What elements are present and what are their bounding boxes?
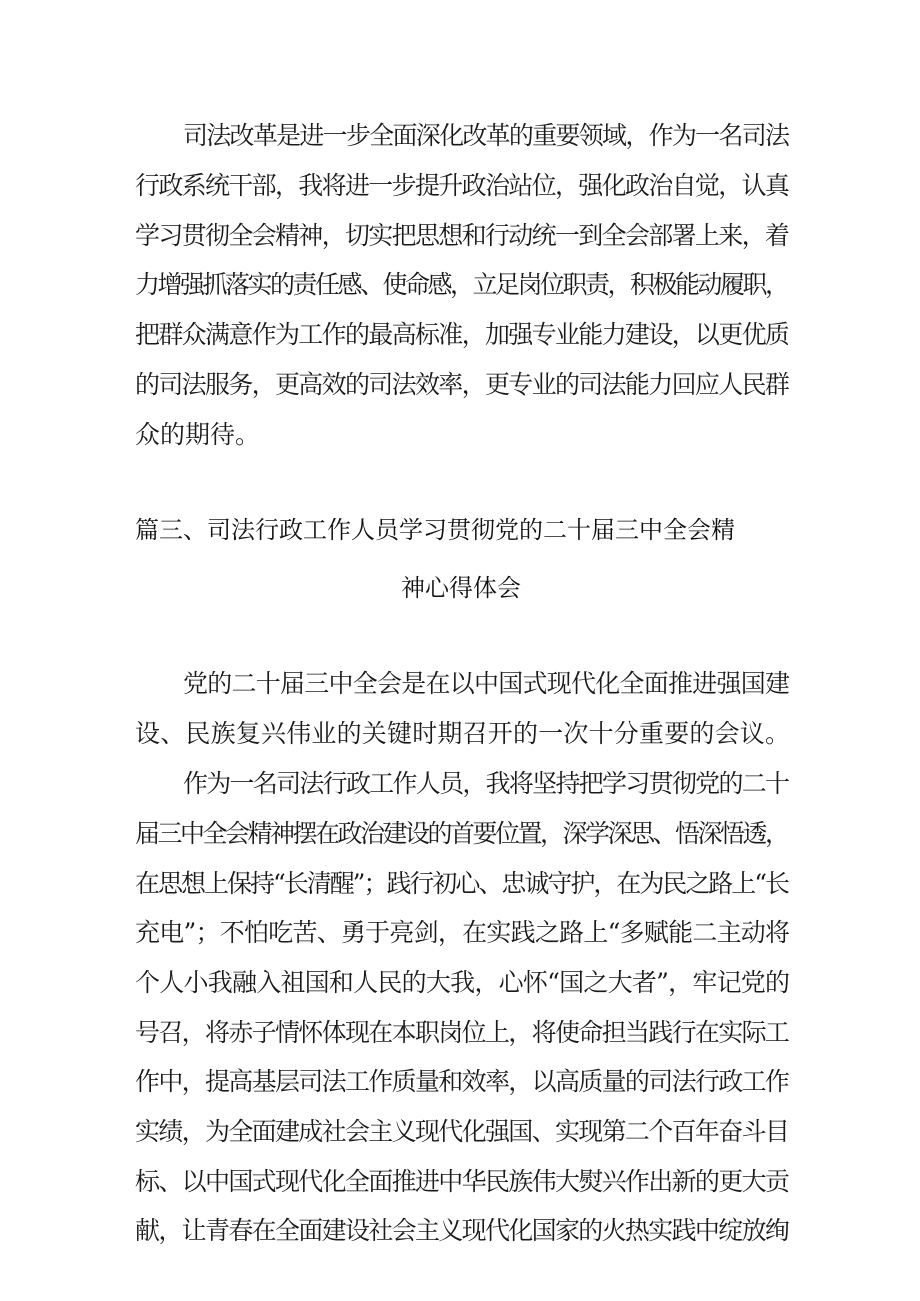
paragraph-line: 号召，将赤子情怀体现在本职岗位上，将使命担当践行在实际工	[135, 1018, 789, 1047]
paragraph-line: 的司法服务，更高效的司法效率，更专业的司法能力回应人民群	[135, 370, 789, 399]
paragraph-line: 司法改革是进一步全面深化改革的重要领域，作为一名司法	[183, 121, 789, 150]
paragraph-line: 把群众满意作为工作的最高标准，加强专业能力建设，以更优质	[135, 320, 789, 349]
paragraph-line: 在思想上保持“长清醒”；践行初心、忠诚守护，在为民之路上“长	[135, 869, 789, 898]
section-title-line: 篇三、司法行政工作人员学习贯彻党的二十届三中全会精	[135, 516, 735, 544]
paragraph-line: 作为一名司法行政工作人员，我将坚持把学习贯彻党的二十	[183, 769, 789, 798]
paragraph-line: 届三中全会精神摆在政治建设的首要位置，深学深思、悟深悟透，	[135, 819, 788, 848]
section-title-line: 神心得体会	[401, 574, 521, 602]
paragraph-line: 学习贯彻全会精神，切实把思想和行动统一到全会部署上来，着	[135, 221, 789, 250]
paragraph-line: 献，让青春在全面建设社会主义现代化国家的火热实践中绽放绚	[135, 1216, 789, 1245]
paragraph-line: 众的期待。	[135, 420, 261, 449]
paragraph-line: 行政系统干部，我将进一步提升政治站位，强化政治自觉，认真	[135, 171, 789, 200]
paragraph-line: 作中，提高基层司法工作质量和效率，以高质量的司法行政工作	[135, 1067, 789, 1096]
paragraph-line: 力增强抓落实的责任感、使命感，立足岗位职责，积极能动履职，	[135, 270, 788, 299]
paragraph-line: 个人小我融入祖国和人民的大我，心怀“国之大者”，牢记党的	[135, 968, 790, 997]
paragraph-line: 标、以中国式现代化全面推进中华民族伟大熨兴作出新的更大贡	[135, 1167, 789, 1196]
paragraph-line: 充电”；不怕吃苦、勇于亮剑，在实践之路上“多赋能二主动将	[135, 918, 790, 947]
paragraph-line: 设、民族复兴伟业的关键时期召开的一次十分重要的会议。	[135, 719, 791, 748]
paragraph-line: 实绩，为全面建成社会主义现代化强国、实现第二个百年奋斗目	[135, 1117, 789, 1146]
paragraph-line: 党的二十届三中全会是在以中国式现代化全面推进强国建	[183, 669, 790, 698]
